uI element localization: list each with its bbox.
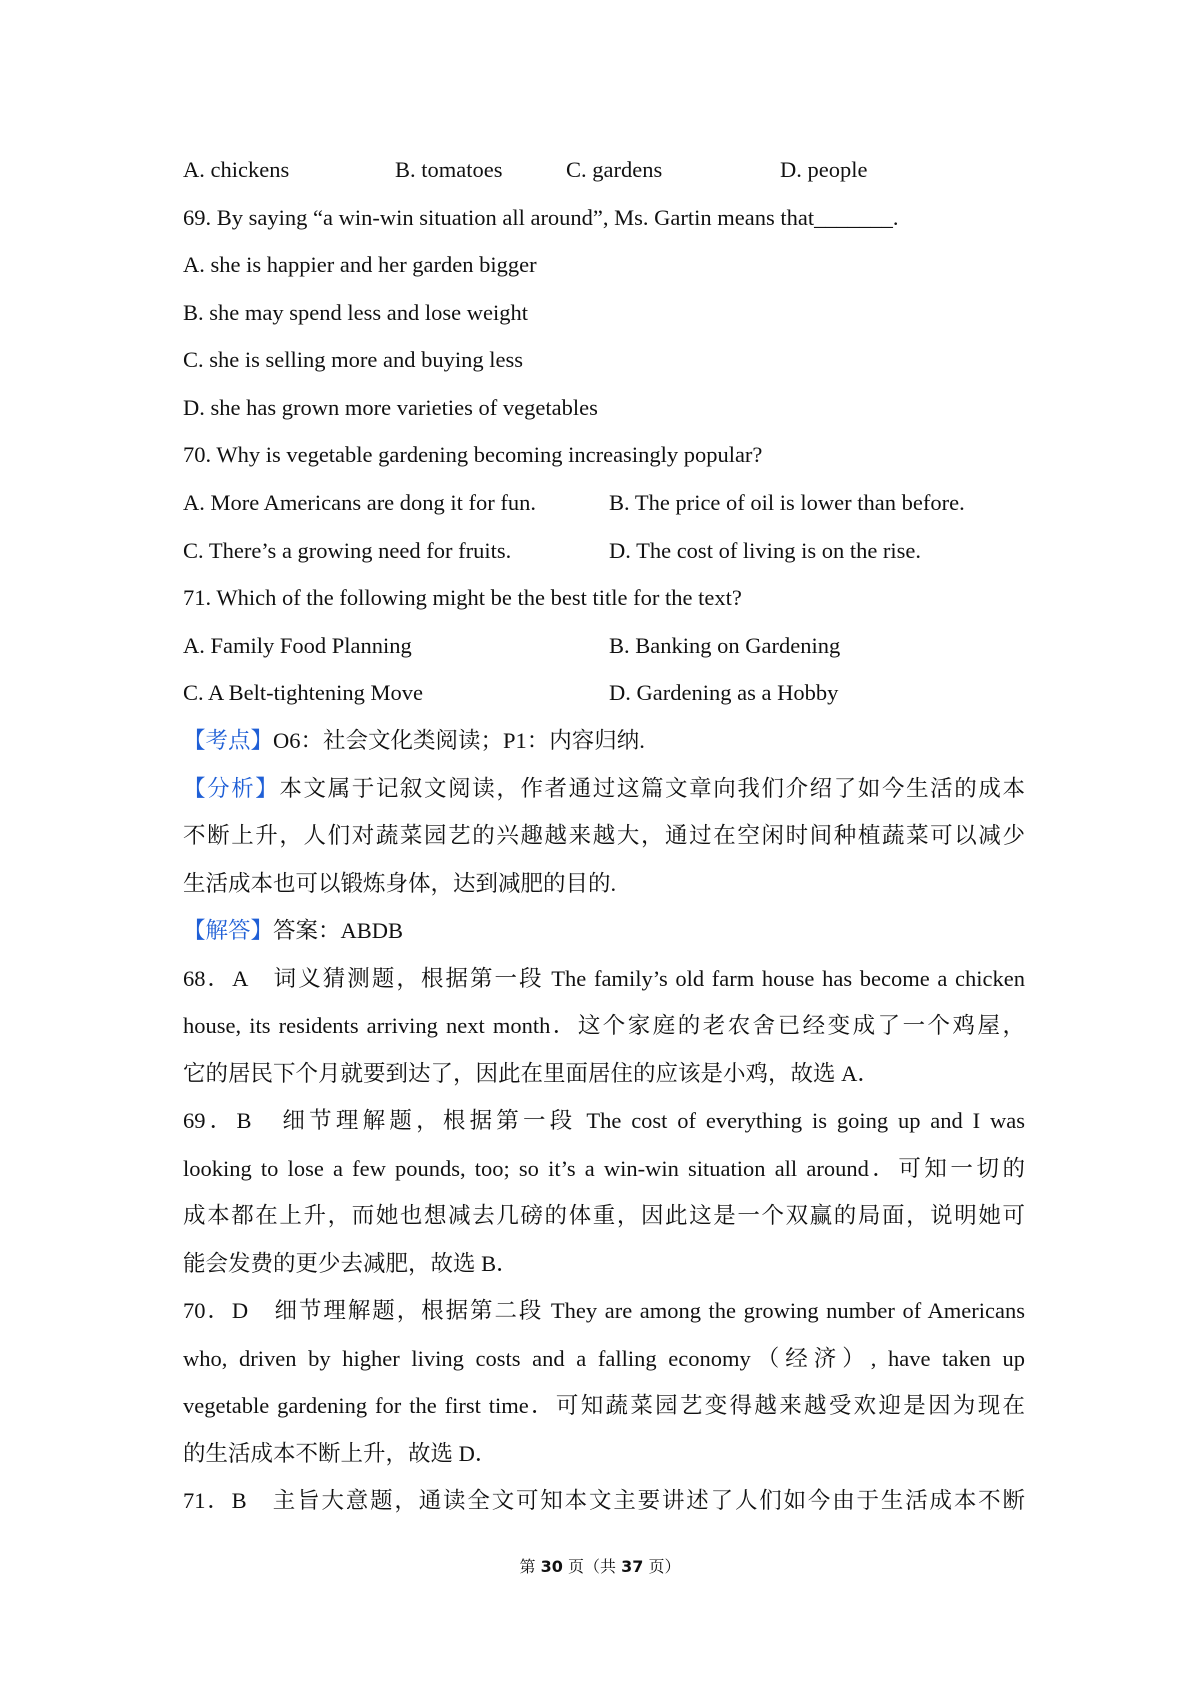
explanation-line: 能会发费的更少去减肥，故选 B． <box>183 1251 519 1276</box>
explanation-line: 69．B 细节理解题，根据第一段 The cost of everything is going up and I was <box>183 1108 1025 1133</box>
q71-option-d: D. Gardening as a Hobby <box>609 680 839 705</box>
explanation-line: 71．B 主旨大意题，通读全文可知本文主要讲述了人们如今由于生活成本不断 <box>183 1488 1025 1513</box>
fenxi-line-3: 生活成本也可以锻炼身体，达到减肥的目的. <box>183 871 617 896</box>
q71-option-a: A. Family Food Planning <box>183 633 412 658</box>
q70-option-a: A. More Americans are dong it for fun. <box>183 490 537 515</box>
fenxi-tag: 【分析】 <box>183 776 280 801</box>
jieda-section <box>183 915 1025 947</box>
page-footer <box>0 1555 1200 1579</box>
explanation-line: 70．D 细节理解题，根据第二段 They are among the growing number of Americans <box>183 1298 1025 1323</box>
q68-option-d: D. people <box>780 157 868 182</box>
q71-option-b: B. Banking on Gardening <box>609 633 841 658</box>
explanation-line: who, driven by higher living costs and a falling economy（经济）, have taken up <box>183 1346 1025 1371</box>
explanation-line: 的生活成本不断上升，故选 D． <box>183 1441 498 1466</box>
fenxi-line-1 <box>183 773 1025 805</box>
kaodian-text: O6：社会文化类阅读；P1：内容归纳. <box>273 728 645 753</box>
explanation-line: vegetable gardening for the first time．可知蔬菜园艺变得越来越受欢迎是因为现在 <box>183 1393 1025 1418</box>
q69-option-c: C. she is selling more and buying less <box>183 347 523 372</box>
q68-option-b: B. tomatoes <box>395 157 503 182</box>
kaodian-section <box>183 725 1025 757</box>
explanation-line: house, its residents arriving next month．这个家庭的老农舍已经变成了一个鸡屋， <box>183 1013 1025 1038</box>
footer-page-number: 30 <box>540 1557 563 1576</box>
q71-option-c: C. A Belt-tightening Move <box>183 680 423 705</box>
footer-middle: 页（共 <box>567 1557 616 1576</box>
q69-option-b: B. she may spend less and lose weight <box>183 300 528 325</box>
q69-stem: 69. By saying “a win-win situation all around”, Ms. Gartin means that_______. <box>183 205 899 230</box>
explanation-line: 它的居民下个月就要到达了，因此在里面居住的应该是小鸡，故选 A． <box>183 1061 880 1086</box>
q69-option-a: A. she is happier and her garden bigger <box>183 252 537 277</box>
q70-option-d: D. The cost of living is on the rise. <box>609 538 922 563</box>
explanation-line: looking to lose a few pounds, too; so it’s a win-win situation all around．可知一切的 <box>183 1156 1025 1181</box>
q71-options-row-2 <box>183 677 1025 709</box>
q68-options-row <box>183 154 1025 186</box>
q69-option-d: D. she has grown more varieties of vegetables <box>183 395 598 420</box>
explanation-line: 68．A 词义猜测题，根据第一段 The family’s old farm house has become a chicken <box>183 966 1025 991</box>
q71-stem: 71. Which of the following might be the best title for the text? <box>183 585 742 610</box>
q71-options-row-1 <box>183 630 1025 662</box>
footer-suffix: 页） <box>648 1557 681 1576</box>
fenxi-line-2: 不断上升，人们对蔬菜园艺的兴趣越来越大，通过在空闲时间种植蔬菜可以减少 <box>183 823 1025 848</box>
fenxi-text-1: 本文属于记叙文阅读，作者通过这篇文章向我们介绍了如今生活的成本 <box>279 776 1025 801</box>
q70-options-row-1 <box>183 487 1025 519</box>
explanation-line: 成本都在上升，而她也想减去几磅的体重，因此这是一个双赢的局面，说明她可 <box>183 1203 1025 1228</box>
q70-option-c: C. There’s a growing need for fruits. <box>183 538 512 563</box>
footer-prefix: 第 <box>519 1557 536 1576</box>
footer-total-pages: 37 <box>621 1557 644 1576</box>
q70-option-b: B. The price of oil is lower than before. <box>609 490 965 515</box>
kaodian-tag: 【考点】 <box>183 728 274 753</box>
q68-option-c: C. gardens <box>566 157 663 182</box>
q70-options-row-2 <box>183 535 1025 567</box>
jieda-answer: 答案：ABDB <box>273 918 404 943</box>
q68-option-a: A. chickens <box>183 157 290 182</box>
jieda-tag: 【解答】 <box>183 918 274 943</box>
q70-stem: 70. Why is vegetable gardening becoming increasingly popular? <box>183 442 763 467</box>
